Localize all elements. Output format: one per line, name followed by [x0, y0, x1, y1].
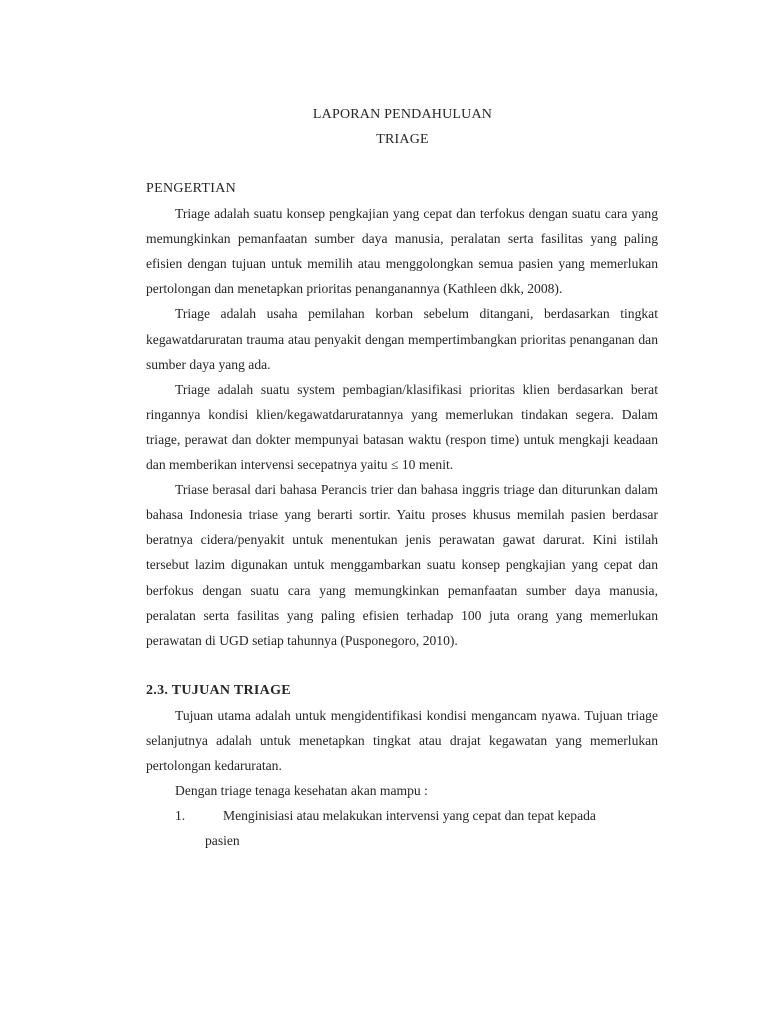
document-title — [0, 102, 768, 152]
list-item-text: Menginisiasi atau melakukan intervensi yang cepat dan tepat kepada — [223, 808, 596, 824]
paragraph: Triage adalah suatu system pembagian/klasifikasi prioritas klien berdasarkan berat ringannya kondisi klien/kegawatdaruratannya yang memerlukan tindakan segera. Dalam triage, perawat dan dokter mempunyai batasan waktu (respon time) untuk mengkaji keadaan dan memberikan intervensi secepatnya yaitu ≤ 10 menit. — [146, 381, 658, 473]
paragraph: Tujuan utama adalah untuk mengidentifikasi kondisi mengancam nyawa. Tujuan triage selanjutnya adalah untuk menetapkan tingkat atau drajat kegawatan yang memerlukan pertolongan kedaruratan. — [146, 707, 658, 774]
list-item — [175, 803, 658, 853]
paragraph: Triage adalah usaha pemilahan korban sebelum ditangani, berdasarkan tingkat kegawatdaruratan trauma atau penyakit dengan mempertimbangkan prioritas penanganan dan sumber daya yang ada. — [146, 306, 658, 372]
section-heading-tujuan-triage: 2.3. TUJUAN TRIAGE — [146, 682, 291, 698]
paragraph: Triage adalah suatu konsep pengkajian yang cepat dan terfokus dengan suatu cara yang memungkinkan pemanfaatan sumber daya manusia, peralatan serta fasilitas yang paling efisien dengan tujuan untuk memilih atau menggolongkan semua pasien yang memerlukan pertolongan dan menetapkan prioritas penanganannya (Kathleen dkk, 2008). — [146, 206, 658, 297]
list-item-continuation: pasien — [205, 833, 240, 849]
section-heading-pengertian: PENGERTIAN — [146, 181, 237, 196]
title-line-2: TRIAGE — [376, 132, 429, 147]
title-line-1: LAPORAN PENDAHULUAN — [312, 107, 493, 122]
document-body — [146, 176, 658, 853]
section-spacer — [146, 653, 658, 678]
paragraph: Triase berasal dari bahasa Perancis trier dan bahasa inggris triage dan diturunkan dalam bahasa Indonesia triase yang berarti sortir. Yaitu proses khusus memilah pasien berdasar beratnya cidera/penyakit untuk menentukan jenis perawatan gawat darurat. Kini istilah tersebut lazim digunakan untuk menggambarkan suatu konsep pengkajian yang cepat dan berfokus dengan suatu cara yang memungkinkan pemanfaatan sumber daya manusia, peralatan serta fasilitas yang paling efisien terhadap 100 juta orang yang memerlukan perawatan di UGD setiap tahunnya (Pusponegoro, 2010). — [146, 482, 658, 648]
list-item-number: 1. — [175, 808, 186, 824]
paragraph: Dengan triage tenaga kesehatan akan mampu : — [175, 783, 428, 799]
